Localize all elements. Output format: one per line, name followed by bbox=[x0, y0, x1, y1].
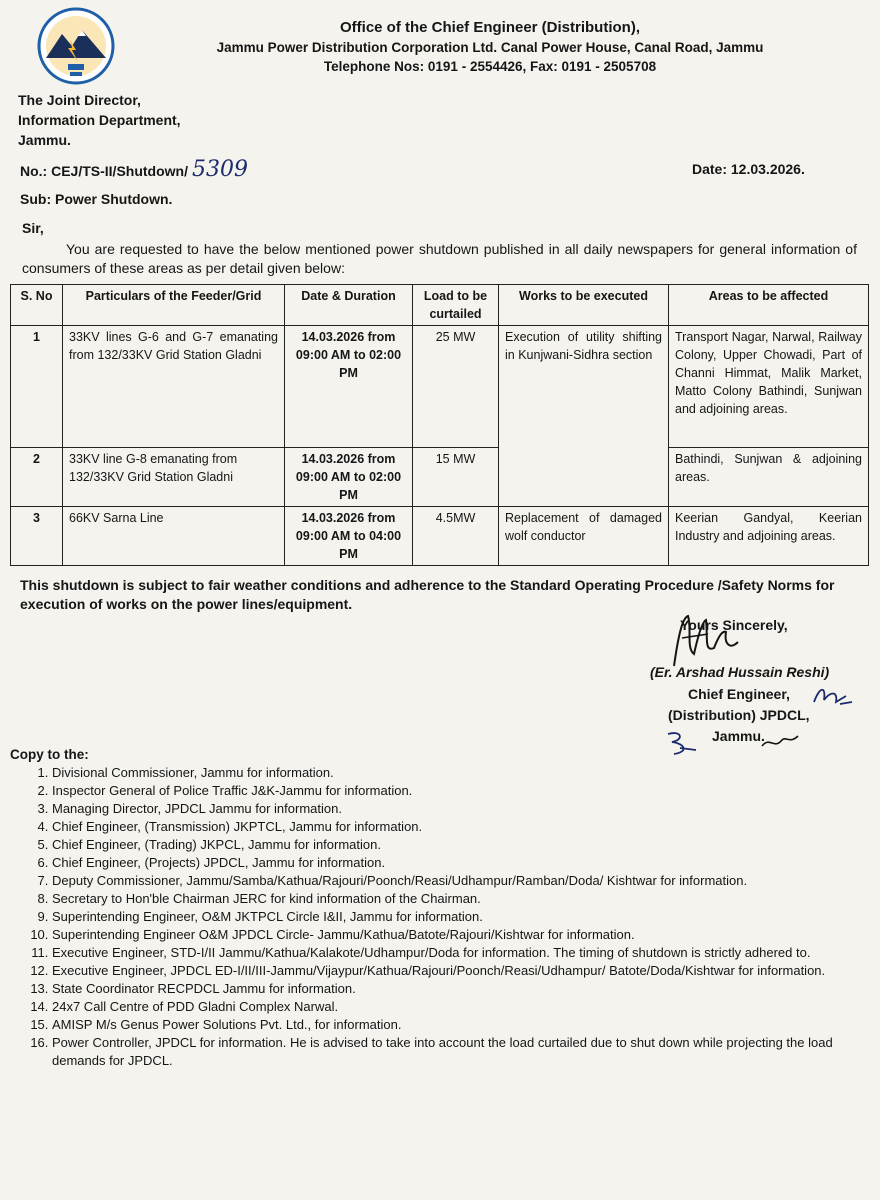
subject-line: Sub: Power Shutdown. bbox=[20, 191, 173, 207]
condition-note: This shutdown is subject to fair weather conditions and adherence to the Standard Operating Procedure /Safety Norms for execution of works on the power lines/equipment. bbox=[20, 577, 835, 612]
row-works: Execution of utility shifting in Kunjwani-Sidhra section bbox=[499, 326, 669, 507]
list-item: 15. AMISP M/s Genus Power Solutions Pvt. Ltd., for information. bbox=[52, 1016, 852, 1034]
handwritten-reference-number: 5309 bbox=[192, 157, 248, 182]
list-item: 6. Chief Engineer, (Projects) JPDCL, Jammu for information. bbox=[52, 854, 852, 872]
list-item: 10. Superintending Engineer O&M JPDCL Circle- Jammu/Kathua/Batote/Rajouri/Kishtwar for information. bbox=[52, 926, 852, 944]
letter-date: Date: 12.03.2026. bbox=[692, 161, 805, 177]
corporation-address: Jammu Power Distribution Corporation Ltd. Canal Power House, Canal Road, Jammu bbox=[216, 40, 764, 55]
row-load: 4.5MW bbox=[413, 507, 499, 566]
list-item: 3. Managing Director, JPDCL Jammu for information. bbox=[52, 800, 852, 818]
row-date-duration: 14.03.2026 from 09:00 AM to 02:00 PM bbox=[285, 326, 413, 448]
salutation: Sir, bbox=[22, 220, 44, 236]
jpdcl-logo-icon bbox=[30, 6, 122, 86]
signature-flourish-icon bbox=[760, 732, 800, 752]
list-item: 4. Chief Engineer, (Transmission) JKPTCL, Jammu for information. bbox=[52, 818, 852, 836]
row-feeder: 33KV line G-8 emanating from 132/33KV Grid Station Gladni bbox=[63, 448, 285, 507]
reference-label: No.: CEJ/TS-II/Shutdown/ bbox=[20, 163, 188, 179]
row-feeder: 66KV Sarna Line bbox=[63, 507, 285, 566]
row-sno: 2 bbox=[11, 448, 63, 507]
row-areas: Bathindi, Sunjwan & adjoining areas. bbox=[669, 448, 869, 507]
row-load: 15 MW bbox=[413, 448, 499, 507]
list-item: 9. Superintending Engineer, O&M JKTPCL Circle I&II, Jammu for information. bbox=[52, 908, 852, 926]
row-areas: Keerian Gandyal, Keerian Industry and adjoining areas. bbox=[669, 507, 869, 566]
row-sno: 3 bbox=[11, 507, 63, 566]
office-title: Office of the Chief Engineer (Distribution), bbox=[340, 19, 640, 36]
list-item: 5. Chief Engineer, (Trading) JKPCL, Jammu for information. bbox=[52, 836, 852, 854]
addressee-line-3: Jammu. bbox=[18, 132, 71, 148]
list-item: 1. Divisional Commissioner, Jammu for information. bbox=[52, 764, 852, 782]
signatory-organisation: (Distribution) JPDCL, bbox=[668, 707, 810, 723]
list-item: 8. Secretary to Hon'ble Chairman JERC for kind information of the Chairman. bbox=[52, 890, 852, 908]
row-feeder: 33KV lines G-6 and G-7 emanating from 132/33KV Grid Station Gladni bbox=[63, 326, 285, 448]
signatory-designation: Chief Engineer, bbox=[688, 686, 790, 702]
row-areas: Transport Nagar, Narwal, Railway Colony, Upper Chowadi, Part of Channi Himmat, Malik Market, Matto Colony Bathindi, Sunjwan and adjoining areas. bbox=[669, 326, 869, 448]
row-date-duration: 14.03.2026 from 09:00 AM to 02:00 PM bbox=[285, 448, 413, 507]
row-load: 25 MW bbox=[413, 326, 499, 448]
table-row bbox=[11, 448, 869, 507]
header-works: Works to be executed bbox=[499, 285, 669, 326]
signatory-city: Jammu. bbox=[712, 728, 765, 744]
shutdown-table bbox=[10, 284, 869, 566]
intro-paragraph: You are requested to have the below mentioned power shutdown published in all daily newspapers for general information of consumers of these areas as per detail given below: bbox=[22, 241, 857, 276]
handwritten-initial-icon bbox=[664, 728, 700, 756]
row-sno: 1 bbox=[11, 326, 63, 448]
list-item: 14. 24x7 Call Centre of PDD Gladni Complex Narwal. bbox=[52, 998, 852, 1016]
list-item: 12. Executive Engineer, JPDCL ED-I/II/III-Jammu/Vijaypur/Kathua/Rajouri/Poonch/Reasi/Udhampur/ Batote/Doda/Kishtwar for information. bbox=[52, 962, 852, 980]
letterhead bbox=[130, 18, 850, 76]
header-date-duration: Date & Duration bbox=[285, 285, 413, 326]
list-item: 11. Executive Engineer, STD-I/II Jammu/Kathua/Kalakote/Udhampur/Doda for information. The timing of shutdown is strictly adhered to. bbox=[52, 944, 852, 962]
copy-to-heading: Copy to the: bbox=[10, 747, 89, 762]
list-item: 7. Deputy Commissioner, Jammu/Samba/Kathua/Rajouri/Poonch/Reasi/Udhampur/Ramban/Doda/ Kishtwar for information. bbox=[52, 872, 852, 890]
copy-to-list bbox=[20, 764, 852, 1070]
addressee-line-2: Information Department, bbox=[18, 112, 181, 128]
signatory-name: (Er. Arshad Hussain Reshi) bbox=[650, 664, 830, 680]
list-item: 13. State Coordinator RECPDCL Jammu for information. bbox=[52, 980, 852, 998]
telephone-line: Telephone Nos: 0191 - 2554426, Fax: 0191 - 2505708 bbox=[323, 59, 657, 74]
table-row bbox=[11, 507, 869, 566]
header-feeder: Particulars of the Feeder/Grid bbox=[63, 285, 285, 326]
addressee-block bbox=[18, 90, 181, 150]
list-item: 16. Power Controller, JPDCL for information. He is advised to take into account the load curtailed due to shut down while projecting the load demands for JPDCL. bbox=[52, 1034, 852, 1070]
handwritten-initial-icon bbox=[810, 682, 854, 710]
header-load: Load to be curtailed bbox=[413, 285, 499, 326]
closing-line: Yours Sincerely, bbox=[680, 617, 788, 633]
list-item: 2. Inspector General of Police Traffic J&K-Jammu for information. bbox=[52, 782, 852, 800]
table-header-row bbox=[11, 285, 869, 326]
row-date-duration: 14.03.2026 from 09:00 AM to 04:00 PM bbox=[285, 507, 413, 566]
addressee-line-1: The Joint Director, bbox=[18, 92, 141, 108]
row-works: Replacement of damaged wolf conductor bbox=[499, 507, 669, 566]
table-row bbox=[11, 326, 869, 448]
header-sno: S. No bbox=[11, 285, 63, 326]
reference-number bbox=[20, 157, 248, 182]
header-areas: Areas to be affected bbox=[669, 285, 869, 326]
